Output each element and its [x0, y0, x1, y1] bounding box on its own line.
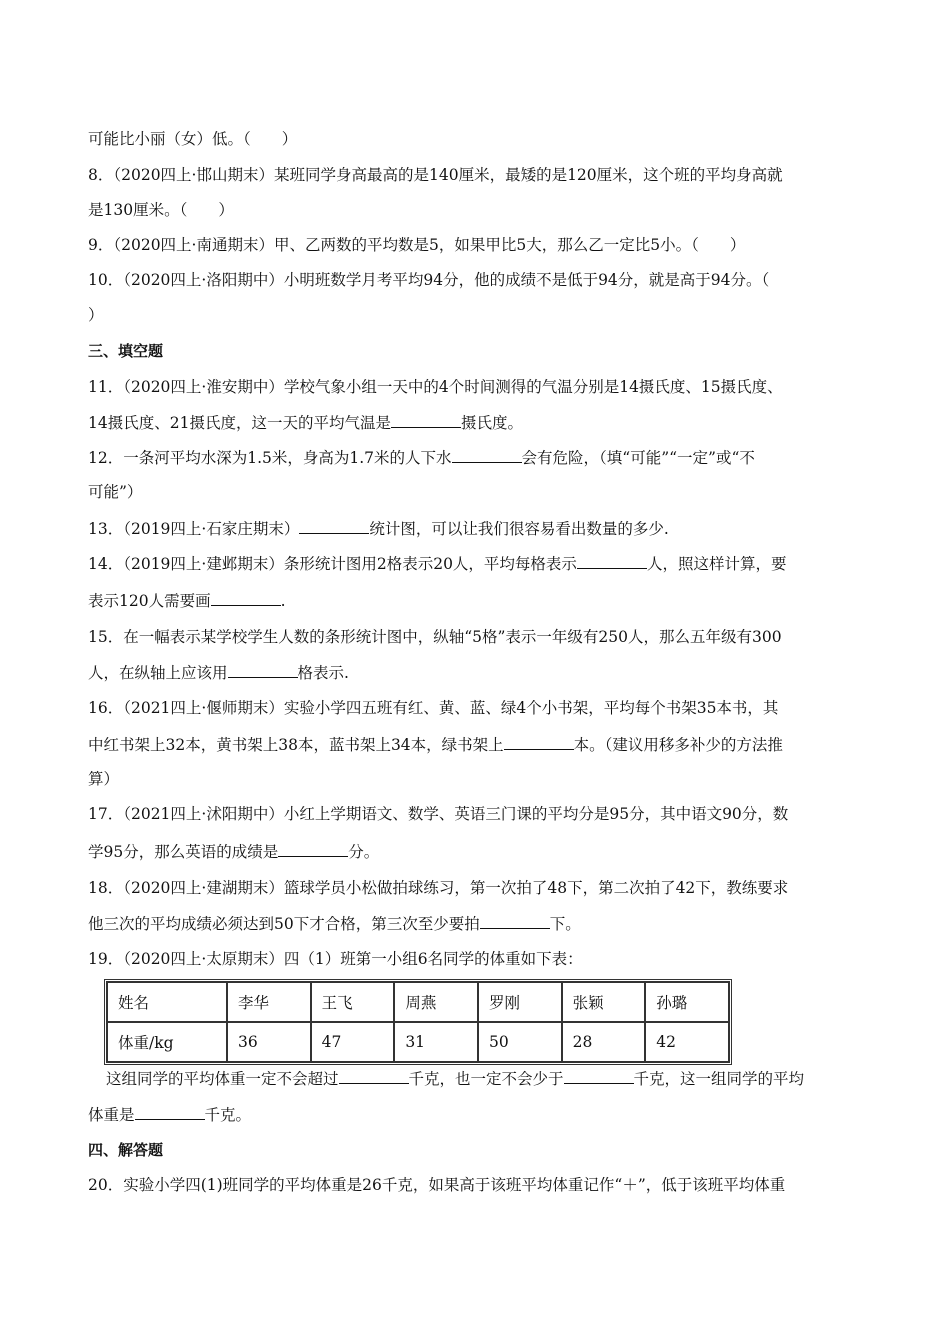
- text-line: 是130厘米。（ ）: [88, 201, 234, 219]
- text-line: 可能比小丽（女）低。（ ）: [88, 130, 298, 148]
- text-line: [88, 733, 783, 756]
- text-line: [88, 840, 379, 863]
- table-cell: 50: [478, 1022, 562, 1062]
- question-20: 20．实验小学四(1)班同学的平均体重是26千克，如果高于该班平均体重记作“＋”，低于该班平均体重: [88, 1176, 786, 1194]
- text-segment: 体重是: [88, 1106, 135, 1124]
- text-line: [88, 912, 581, 935]
- table-cell: 47: [311, 1022, 395, 1062]
- text-line: 算）: [88, 770, 120, 788]
- answer-blank[interactable]: [577, 552, 647, 569]
- table-cell: 28: [562, 1022, 646, 1062]
- text-line: [88, 1103, 251, 1126]
- text-segment: 12．一条河平均水深为1.5米，身高为1.7米的人下水: [88, 449, 452, 467]
- question-9: 9．（2020四上·南通期末）甲、乙两数的平均数是5，如果甲比5大，那么乙一定比5小。（ ）: [88, 236, 746, 254]
- answer-blank[interactable]: [452, 446, 522, 463]
- text-line: [106, 1067, 804, 1090]
- text-segment: .: [280, 592, 286, 610]
- answer-blank[interactable]: [228, 661, 298, 678]
- weight-table: [104, 979, 732, 1065]
- text-segment: 格表示.: [297, 664, 349, 682]
- text-segment: 摄氏度。: [460, 414, 523, 432]
- answer-blank[interactable]: [564, 1067, 634, 1084]
- answer-blank[interactable]: [391, 411, 461, 428]
- section-heading-answer: 四、解答题: [88, 1141, 164, 1159]
- table-cell: 31: [394, 1022, 478, 1062]
- question-16: 16．（2021四上·偃师期末）实验小学四五班有红、黄、蓝、绿4个小书架，平均每个书架35本书，其: [88, 699, 779, 717]
- text-line: 可能”）: [88, 483, 143, 501]
- text-line: [88, 411, 523, 434]
- text-segment: 14．（2019四上·建邺期末）条形统计图用2格表示20人，平均每格表示: [88, 555, 577, 573]
- question-15: 15．在一幅表示某学校学生人数的条形统计图中，纵轴“5格”表示一年级有250人，那么五年级有300: [88, 628, 782, 646]
- text-segment: 本。（建议用移多补少的方法推: [573, 736, 783, 754]
- table-cell: 36: [227, 1022, 311, 1062]
- text-segment: 13．（2019四上·石家庄期末）: [88, 520, 300, 538]
- answer-blank[interactable]: [504, 733, 574, 750]
- text-segment: 千克。: [204, 1106, 252, 1124]
- text-segment: 表示120人需要画: [88, 592, 211, 610]
- text-line: ）: [88, 306, 104, 324]
- table-cell: 周燕: [394, 982, 478, 1022]
- text-segment: 学95分，那么英语的成绩是: [88, 843, 279, 861]
- question-17: 17．（2021四上·沭阳期中）小红上学期语文、数学、英语三门课的平均分是95分，其中语文90分，数: [88, 805, 789, 823]
- text-segment: 这组同学的平均体重一定不会超过: [106, 1070, 339, 1088]
- answer-blank[interactable]: [480, 912, 550, 929]
- table-cell: 孙璐: [645, 982, 729, 1022]
- text-line: [88, 661, 349, 684]
- answer-blank[interactable]: [135, 1103, 205, 1120]
- answer-blank[interactable]: [278, 840, 348, 857]
- answer-blank[interactable]: [299, 517, 369, 534]
- text-segment: 14摄氏度、21摄氏度，这一天的平均气温是: [88, 414, 391, 432]
- question-10: 10．（2020四上·洛阳期中）小明班数学月考平均94分，他的成绩不是低于94分，就是高于94分。（: [88, 271, 770, 289]
- text-segment: 统计图，可以让我们很容易看出数量的多少.: [369, 520, 669, 538]
- text-segment: 人，照这样计算，要: [646, 555, 787, 573]
- table-cell: 姓名: [107, 982, 227, 1022]
- text-segment: 人，在纵轴上应该用: [88, 664, 228, 682]
- text-segment: 千克，这一组同学的平均: [633, 1070, 805, 1088]
- table-cell: 王飞: [311, 982, 395, 1022]
- section-heading-fill-in: 三、填空题: [88, 342, 164, 360]
- text-segment: 他三次的平均成绩必须达到50下才合格，第三次至少要拍: [88, 915, 480, 933]
- question-11: 11．（2020四上·淮安期中）学校气象小组一天中的4个时间测得的气温分别是14摄氏度、15摄氏度、: [88, 378, 783, 396]
- table-cell: 体重/kg: [107, 1022, 227, 1062]
- table-cell: 李华: [227, 982, 311, 1022]
- question-12: [88, 446, 755, 469]
- text-segment: 中红书架上32本，黄书架上38本，蓝书架上34本，绿书架上: [88, 736, 504, 754]
- answer-blank[interactable]: [339, 1067, 409, 1084]
- table-cell: 42: [645, 1022, 729, 1062]
- answer-blank[interactable]: [211, 589, 281, 606]
- text-segment: 下。: [549, 915, 581, 933]
- table-row: [107, 982, 729, 1022]
- table-row: [107, 1022, 729, 1062]
- question-8: 8．（2020四上·邯山期末）某班同学身高最高的是140厘米，最矮的是120厘米，这个班的平均身高就: [88, 166, 783, 184]
- text-segment: 会有危险，（填“可能”“一定”或“不: [521, 449, 755, 467]
- question-13: [88, 517, 669, 540]
- question-19: 19．（2020四上·太原期末）四（1）班第一小组6名同学的体重如下表：: [88, 950, 583, 968]
- text-segment: 分。: [348, 843, 380, 861]
- table-cell: 张颖: [562, 982, 646, 1022]
- question-18: 18．（2020四上·建湖期末）篮球学员小松做拍球练习，第一次拍了48下，第二次拍了42下，教练要求: [88, 879, 789, 897]
- text-line: [88, 589, 286, 612]
- question-14: [88, 552, 786, 575]
- table-cell: 罗刚: [478, 982, 562, 1022]
- text-segment: 千克，也一定不会少于: [408, 1070, 564, 1088]
